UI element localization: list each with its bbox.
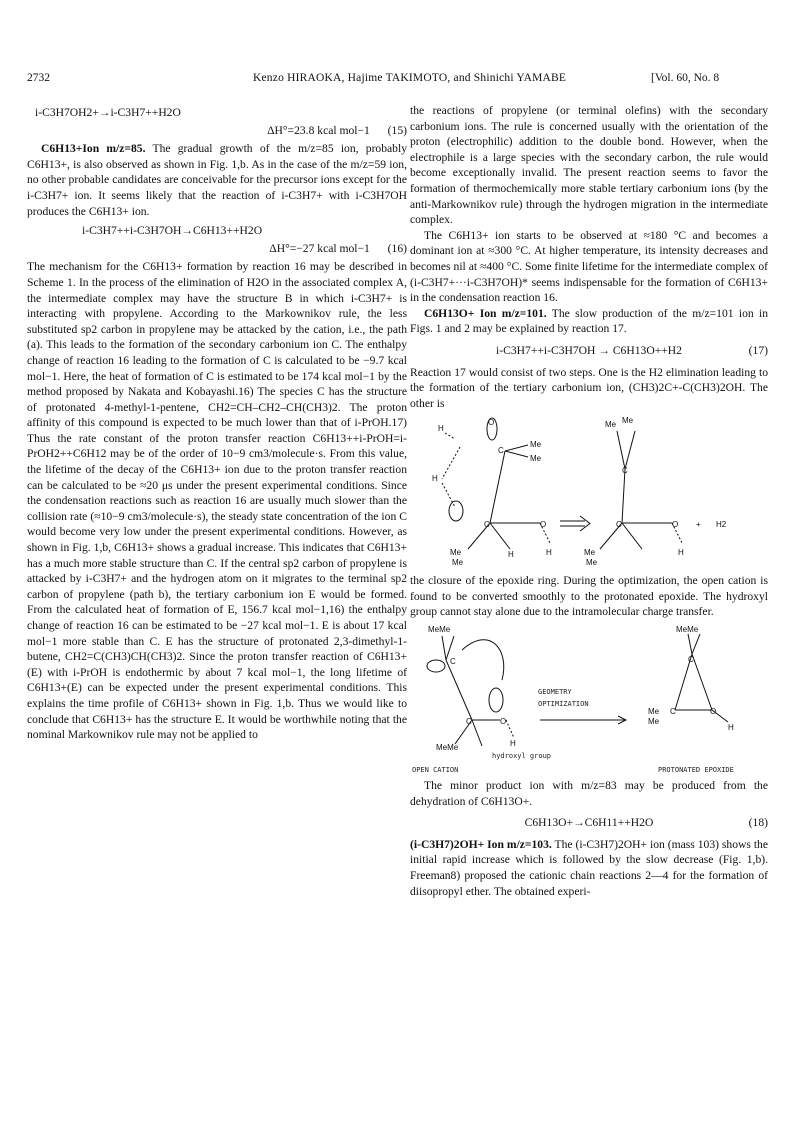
left-column bbox=[27, 103, 407, 743]
geometry-optimization-diagram bbox=[410, 620, 768, 778]
figure1-atom-label: Me bbox=[586, 558, 598, 568]
figure1-atom-label: C bbox=[616, 520, 622, 530]
h2-elimination-diagram bbox=[410, 411, 768, 573]
figure1-atom-label: O bbox=[488, 418, 495, 428]
section-heading-diisopropyl: (i-C3H7)2OH+ Ion m/z=103. bbox=[410, 837, 552, 851]
equation-18 bbox=[410, 815, 768, 831]
figure1-atom-label: H bbox=[432, 474, 438, 484]
figure1-atom-label: H bbox=[546, 548, 552, 558]
optimization-label: OPTIMIZATION bbox=[538, 700, 589, 709]
figure2-atom-label: C bbox=[688, 655, 694, 665]
figure1-atom-label: O bbox=[672, 520, 679, 530]
right-column bbox=[410, 103, 768, 899]
paragraph-temperature: The C6H13+ ion starts to be observed at ≈180 °C and becomes a dominant ion at ≈300 °C. At higher temperature, its intensity decreases and becomes nil at ≈400 °C. Some finite lifetime for the intermediate complex of (i-C3H7+···i-C3H7OH)* seems indispensable for the formation of C6H13+ in the condensation reaction 16. bbox=[410, 228, 768, 305]
section-heading-c6h13: C6H13+Ion m/z=85. bbox=[41, 142, 146, 156]
figure1-atom-label: Me bbox=[452, 558, 464, 568]
paragraph-c6h13-ion bbox=[27, 141, 407, 219]
geometry-label: GEOMETRY bbox=[538, 688, 572, 697]
figure1-atom-label: C bbox=[498, 446, 504, 456]
figure1-atom-label: Me bbox=[622, 416, 634, 426]
figure1-atom-label: Me bbox=[450, 548, 462, 558]
figure2-atom-label: MeMe bbox=[676, 625, 699, 635]
figure1-atom-label: O bbox=[540, 520, 547, 530]
figure2-atom-label: Me bbox=[648, 717, 660, 727]
paragraph-text: The slow production of the m/z=101 ion in Figs. 1 and 2 may be explained by reaction 17. bbox=[410, 306, 768, 336]
equation-16-enthalpy-value: ΔH°=−27 kcal mol−1 bbox=[269, 241, 370, 255]
protonated-epoxide-label: PROTONATED EPOXIDE bbox=[658, 766, 734, 775]
paragraph-diisopropyl-ion bbox=[410, 837, 768, 899]
equation-17-number: (17) bbox=[748, 343, 768, 357]
figure1-atom-label: H bbox=[438, 424, 444, 434]
volume-info: [Vol. 60, No. 8 bbox=[651, 72, 720, 84]
figure2-atom-label: C bbox=[466, 717, 472, 727]
figure2-atom-label: H bbox=[510, 739, 516, 749]
figure1-atom-label: H bbox=[508, 550, 514, 560]
paragraph-mechanism: The mechanism for the C6H13+ formation by reaction 16 may be described in Scheme 1. In the process of the elimination of H2O in the associated complex A, the intermediate complex may have the structure B in which i-C3H7+ is interacting with propylene. According to the Markownikov rule, the less substituted sp2 carbon in propylene may be attacked by the cation, i.e., the path (a). This leads to the formation of the secondary carbonium ion C. The enthalpy change of reaction 16 leading to the formation of C is calculated to be −9.7 kcal mol−1. Here, the heat of formation of C is estimated to be 174 kcal mol−1 by the method proposed by Nakata and Kobayashi.16) The species C has the structure of protonated 4-methyl-1-pentene, CH2=CH–CH2–CH(CH3)2. The proton affinity of this compound is expected to be much lower than that of i-PrOH.17) Thus the rate constant of the proton transfer reaction C6H13++i-PrOH=i-PrOH2++C6H12 may be of the order of 10−9 cm3/molecule·s. From this value, the lifetime of the decay of the C6H13+ ion due to the proton transfer reaction can be calculated to be ≈20 μs under the present experimental conditions. Since the condensation reactions such as reaction 16 are usually much slower than the collision rate (≈10−9 cm3/molecule·s), the steady state concentration of the ion C would become very low under the present experimental conditions. However, as shown in Fig. 1,b, C6H13+ shows a gradual increase. This indicates that C6H13+ has a much more stable structure than C. If the central sp2 carbon of propylene is attacked by i-C3H7+ and the hydrogen atom on it migrates to the terminal sp2 carbon of propylene (path b), the tertiary carbonium ion E would be formed. From the calculated heat of formation of E, 156.7 kcal mol−1,16) the enthalpy change of reaction 16 can be estimated to be −27 kcal mol−1. E is about 17 kcal mol−1 more stable than C. E has the structure of protonated 2,3-dimethyl-1-butene, CH2=C(CH3)CH(CH3)2. Since the proton transfer reaction of C6H13+(E) with i-PrOH is endothermic by about 7 kcal mol−1, the long lifetime of C6H13+(E) can be expected under the present experimental conditions. This explains the time profile of C6H13+ shown in Fig. 1,b. Thus we would like to conclude that C6H13+ has the structure E. It would be worthwhile noting that the nominal Markownikov rule may not be applied to bbox=[27, 260, 407, 742]
paragraph-text: The gradual growth of the m/z=85 ion, probably C6H13+, is also observed as shown in Fig. 1,b. As in the case of the m/z=59 ion, no other probable candidates are conceivable for the precursor ions except for the i-C3H7+ ion. It seems likely that the reaction of i-C3H7+ with i-C3H7OH produces the C6H13+ ion. bbox=[27, 142, 407, 218]
equation-16: i-C3H7++i-C3H7OH→C6H13++H2O bbox=[82, 224, 263, 238]
paragraph-text: The (i-C3H7)2OH+ ion (mass 103) shows the initial rapid increase which is followed by the slow decrease (Fig. 1,b). Freeman8) proposed the cationic chain reactions 2—4 for the formation of diisopropyl ether. The obtained experi- bbox=[410, 837, 768, 898]
figure2-atom-label: MeMe bbox=[428, 625, 451, 635]
page-number: 2732 bbox=[27, 72, 50, 84]
figure-geometry-optimization bbox=[410, 620, 768, 778]
figure1-atom-label: Me bbox=[584, 548, 596, 558]
equation-17 bbox=[410, 343, 768, 359]
figure1-atom-label: H2 bbox=[716, 520, 727, 530]
equation-16-number: (16) bbox=[387, 241, 407, 255]
figure1-atom-label: + bbox=[696, 520, 701, 530]
figure1-atom-label: Me bbox=[530, 440, 542, 450]
figure2-atom-label: C bbox=[670, 707, 676, 717]
paragraph-markownikov: the reactions of propylene (or terminal olefins) with the secondary carbonium ions. The rule is concerned usually with the orientation of the proton (electrophilic) addition to the double bond. However, when the electrophile is a large species with the secondary carbon, the rule would become exceptionally invalid. The present reaction seems to favor the formation of thermochemically more stable tertiary carbonium ions (by the anti-Markownikov rule) through the hydrogen migration in the intermediate complex. bbox=[410, 104, 768, 227]
equation-18-reaction: C6H13O+→C6H11++H2O bbox=[524, 816, 654, 830]
equation-15-enthalpy-value: ΔH°=23.8 kcal mol−1 bbox=[267, 123, 370, 137]
figure1-atom-label: H bbox=[678, 548, 684, 558]
figure2-atom-label: C bbox=[450, 657, 456, 667]
paragraph-c6h13o-ion bbox=[410, 306, 768, 337]
equation-15-number: (15) bbox=[387, 123, 407, 137]
figure2-atom-label: O bbox=[710, 707, 717, 717]
figure-h2-elimination bbox=[410, 411, 768, 573]
running-header-authors: Kenzo HIRAOKA, Hajime TAKIMOTO, and Shinichi YAMABE bbox=[253, 72, 567, 84]
figure1-atom-label: C bbox=[622, 466, 628, 476]
equation-15-enthalpy bbox=[27, 123, 407, 139]
figure1-atom-label: Me bbox=[530, 454, 542, 464]
equation-17-reaction: i-C3H7++i-C3H7OH → C6H13O++H2 bbox=[496, 343, 682, 357]
equation-16-enthalpy bbox=[27, 241, 407, 257]
figure2-atom-label: Me bbox=[648, 707, 660, 717]
open-cation-label: OPEN CATION bbox=[412, 766, 459, 775]
equation-15: i-C3H7OH2+→i-C3H7++H2O bbox=[35, 106, 181, 119]
paragraph-minor-product: The minor product ion with m/z=83 may be produced from the dehydration of C6H13O+. bbox=[410, 779, 768, 808]
figure2-atom-label: MeMe bbox=[436, 743, 459, 753]
section-heading-c6h13o: C6H13O+ Ion m/z=101. bbox=[424, 306, 547, 320]
figure1-atom-label: C bbox=[484, 520, 490, 530]
paragraph-two-steps: Reaction 17 would consist of two steps. One is the H2 elimination leading to the formation of the tertiary carbonium ion, (CH3)2C+-C(CH3)2OH. The other is bbox=[410, 365, 768, 410]
hydroxyl-group-label: hydroxyl group bbox=[492, 752, 552, 761]
paragraph-epoxide: the closure of the epoxide ring. During the optimization, the open cation is found to be converted smoothly to the protonated epoxide. The hydroxyl group cannot stay alone due to the intramolecular charge transfer. bbox=[410, 574, 768, 619]
figure1-atom-label: Me bbox=[605, 420, 617, 430]
figure2-atom-label: H bbox=[728, 723, 734, 733]
figure2-atom-label: O bbox=[500, 717, 507, 727]
equation-18-number: (18) bbox=[748, 816, 768, 830]
